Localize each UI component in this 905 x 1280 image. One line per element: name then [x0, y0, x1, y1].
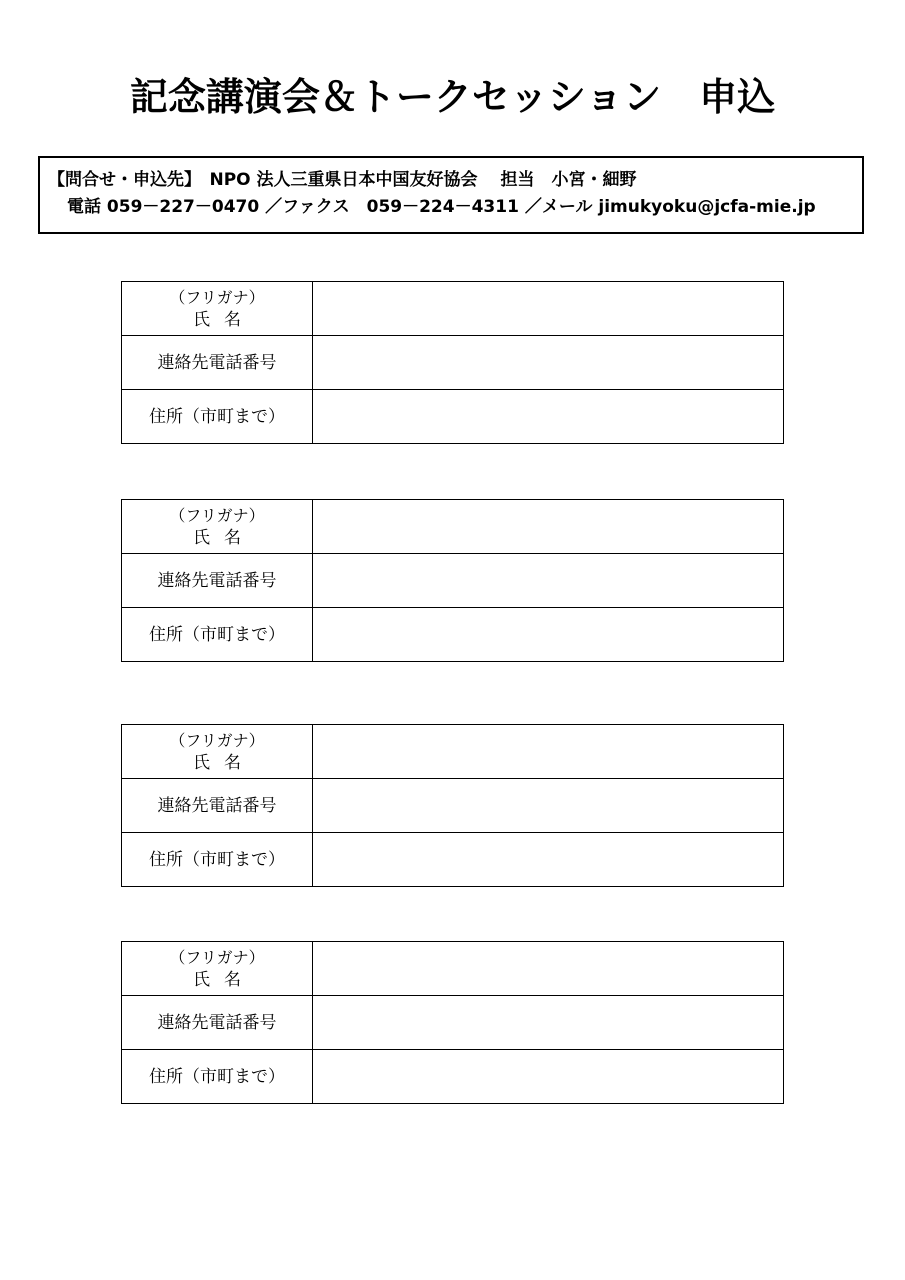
name-field[interactable] [313, 942, 784, 996]
name-label-cell [122, 500, 313, 554]
address-label: 住所（市町まで） [122, 390, 313, 444]
application-form-3 [121, 724, 784, 887]
address-row [122, 608, 784, 662]
application-form-2 [121, 499, 784, 662]
address-label: 住所（市町まで） [122, 1050, 313, 1104]
phone-field[interactable] [313, 554, 784, 608]
address-field[interactable] [313, 1050, 784, 1104]
name-label: 氏名 [193, 309, 255, 330]
phone-label: 連絡先電話番号 [122, 336, 313, 390]
furigana-label: （フリガナ） [169, 947, 265, 967]
address-label: 住所（市町まで） [122, 608, 313, 662]
address-field[interactable] [313, 390, 784, 444]
contact-info-box [38, 156, 864, 234]
name-label: 氏名 [193, 752, 255, 773]
phone-field[interactable] [313, 996, 784, 1050]
name-field[interactable] [313, 725, 784, 779]
phone-row [122, 996, 784, 1050]
address-row [122, 390, 784, 444]
phone-label: 連絡先電話番号 [122, 554, 313, 608]
furigana-label: （フリガナ） [169, 505, 265, 525]
address-field[interactable] [313, 608, 784, 662]
address-field[interactable] [313, 833, 784, 887]
name-label-cell [122, 942, 313, 996]
phone-row [122, 779, 784, 833]
address-label: 住所（市町まで） [122, 833, 313, 887]
phone-row [122, 554, 784, 608]
phone-row [122, 336, 784, 390]
name-label: 氏名 [193, 969, 255, 990]
contact-line-phone-fax-email: 電話 059－227－0470 ／ファクス 059－224－4311 ／メール jimukyoku@jcfa-mie.jp [67, 197, 816, 217]
name-row [122, 725, 784, 779]
name-label: 氏名 [193, 527, 255, 548]
contact-line-inquiry: 【問合せ・申込先】 NPO 法人三重県日本中国友好協会 担当 小宮・細野 [48, 170, 637, 190]
address-row [122, 1050, 784, 1104]
name-row [122, 282, 784, 336]
application-form-4 [121, 941, 784, 1104]
furigana-label: （フリガナ） [169, 730, 265, 750]
phone-field[interactable] [313, 336, 784, 390]
application-form-1 [121, 281, 784, 444]
furigana-label: （フリガナ） [169, 287, 265, 307]
name-row [122, 500, 784, 554]
name-field[interactable] [313, 282, 784, 336]
name-label-cell [122, 282, 313, 336]
name-row [122, 942, 784, 996]
name-label-cell [122, 725, 313, 779]
phone-label: 連絡先電話番号 [122, 996, 313, 1050]
address-row [122, 833, 784, 887]
phone-field[interactable] [313, 779, 784, 833]
name-field[interactable] [313, 500, 784, 554]
phone-label: 連絡先電話番号 [122, 779, 313, 833]
page-title: 記念講演会＆トークセッション 申込 [129, 75, 776, 119]
